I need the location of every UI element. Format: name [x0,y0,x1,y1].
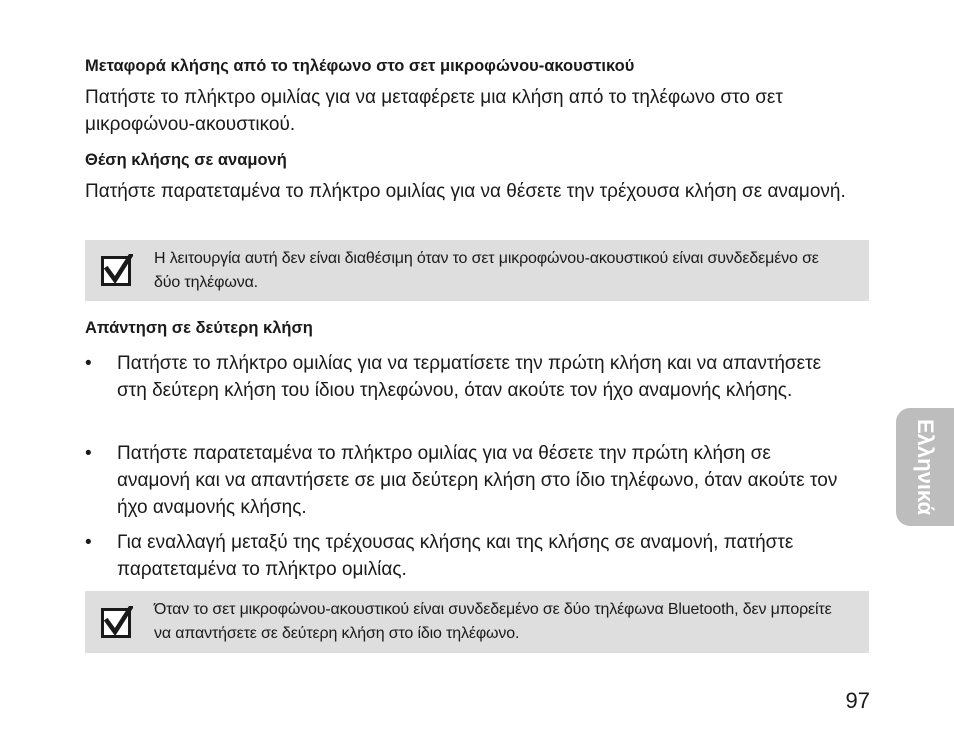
checkmark-note-icon [101,606,133,638]
section-body-transfer-call: Πατήστε το πλήκτρο ομιλίας για να μεταφέρετε μια κλήση από το τηλέφωνο στο σετ μικροφώνου-ακουστικού. [85,87,783,135]
list-item-text: Πατήστε το πλήκτρο ομιλίας για να τερματίσετε την πρώτη κλήση και να απαντήσετε στη δεύτερη κλήση του ίδιου τηλεφώνου, όταν ακούτε τον ήχο αναμονής κλήσης. [117,353,822,401]
list-item [85,529,845,583]
section-heading-transfer-call: Μεταφορά κλήσης από το τηλέφωνο στο σετ μικροφώνου-ακουστικού [85,57,635,75]
section-body-hold-call: Πατήστε παρατεταμένα το πλήκτρο ομιλίας για να θέσετε την τρέχουσα κλήση σε αναμονή. [85,181,846,202]
list-item-text: Πατήστε παρατεταμένα το πλήκτρο ομιλίας για να θέσετε την πρώτη κλήση σε αναμονή και να απαντήσετε σε μια δεύτερη κλήση στο ίδιο τηλέφωνο, όταν ακούτε τον ήχο αναμονής κλήσης. [117,443,838,518]
page-number: 97 [845,688,870,713]
list-item [85,440,845,521]
list-item-text: Για εναλλαγή μεταξύ της τρέχουσας κλήσης και της κλήσης σε αναμονή, πατήστε παρατεταμένα το πλήκτρο ομιλίας. [117,532,794,580]
language-side-tab [896,408,954,526]
list-item [85,350,845,404]
note-text-1: Η λειτουργία αυτή δεν είναι διαθέσιμη όταν το σετ μικροφώνου-ακουστικού είναι συνδεδεμένο σε δύο τηλέφωνα. [154,250,819,291]
note-text-2: Όταν το σετ μικροφώνου-ακουστικού είναι συνδεδεμένο σε δύο τηλέφωνα Bluetooth, δεν μπορείτε να απαντήσετε σε δεύτερη κλήση στο ίδιο τηλέφωνο. [154,601,832,642]
note-box-2 [85,591,869,653]
section-heading-answer-second-call: Απάντηση σε δεύτερη κλήση [85,319,313,337]
section-heading-hold-call: Θέση κλήσης σε αναμονή [85,151,287,169]
bullet-dot: • [85,532,92,553]
note-box-1 [85,240,869,301]
language-side-tab-label: Ελληνικά [913,419,938,515]
bullet-dot: • [85,443,92,464]
bullet-dot: • [85,353,92,374]
checkmark-note-icon [101,254,133,286]
